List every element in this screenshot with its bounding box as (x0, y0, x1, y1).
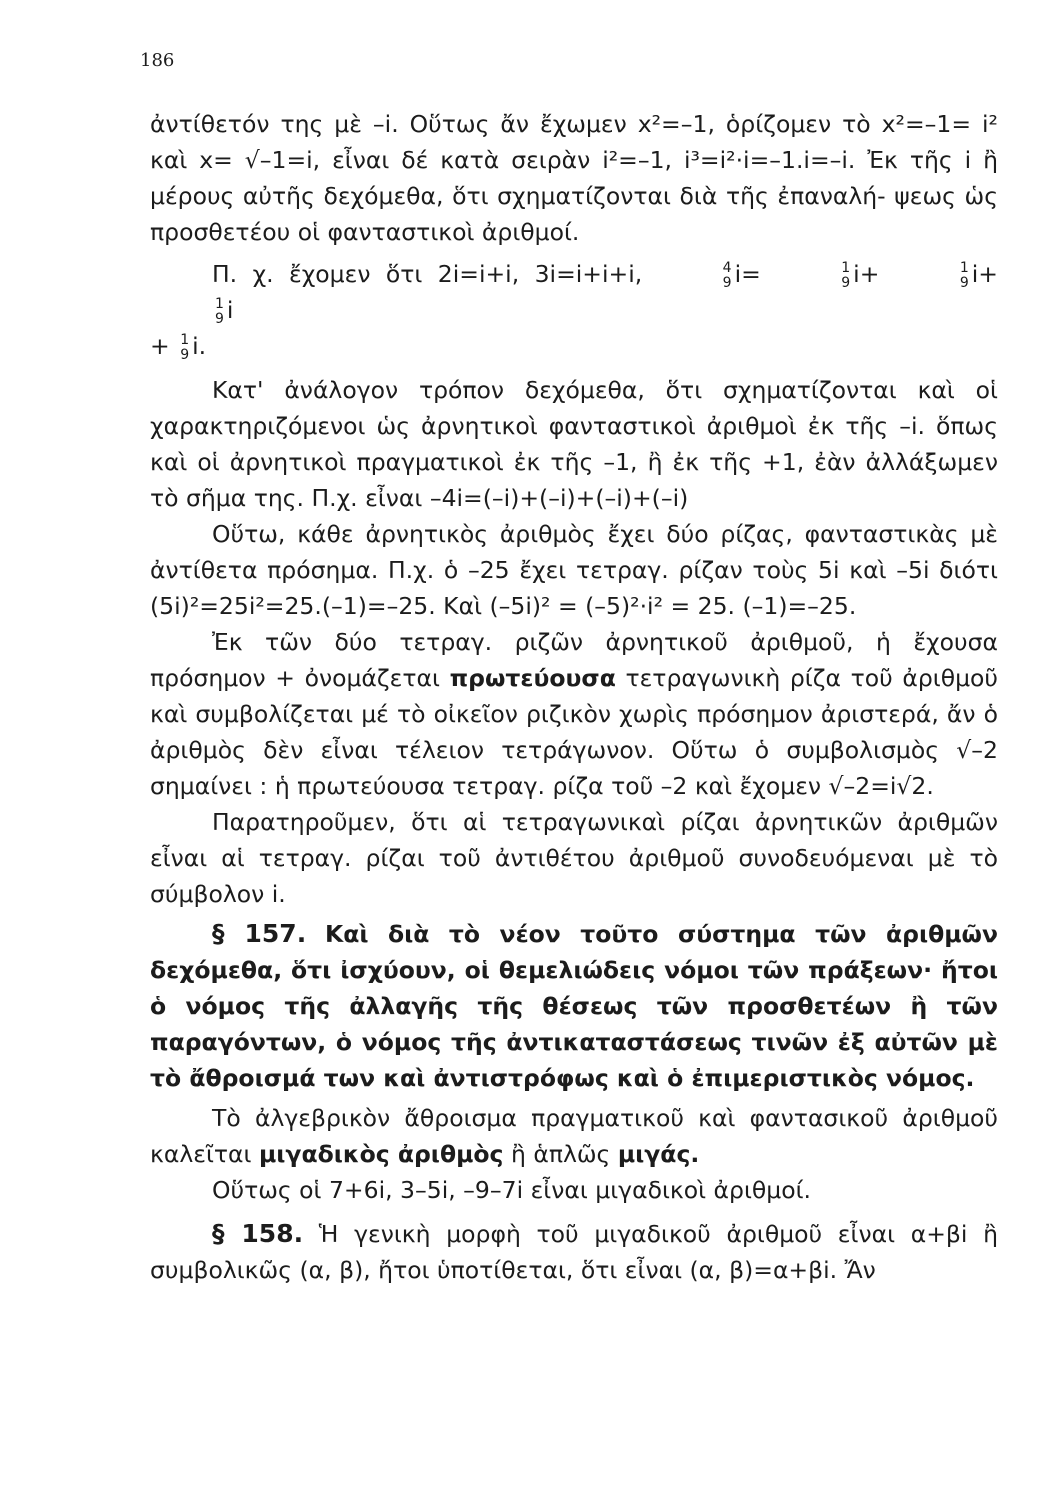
sqrt-identity: √–2=i√2. (828, 772, 934, 800)
example-term: i+ (853, 260, 880, 288)
example-term: i+ (971, 260, 998, 288)
paragraph-section-157 (150, 916, 998, 1096)
line-2: i² καὶ x= √–1=i, εἶναι δέ κατὰ σειρὰν i²=–1, i³=i²·i=–1.i=–i. Ἐκ (150, 110, 998, 174)
example-plus: + (150, 332, 170, 360)
principal-text-2: τετραγωνικὴ ρίζα τοῦ ἀριθμοῦ καὶ συμβολίζεται μέ τὸ οἰκεῖον ριζικὸν χωρὶς πρόσημον ἀριστερά, ἄν ὁ ἀριθμὸς δὲν εἶναι τέλειον τετράγωνον. Οὕτω ὁ συμβολισμὸς (150, 664, 998, 764)
sqrt-minus-two: √–2 (956, 736, 998, 764)
example-term: i. (192, 332, 207, 360)
principal-text-1: Ἐκ τῶν δύο τετραγ. ριζῶν ἀρνητικοῦ ἀριθμοῦ, ἡ ἔχουσα πρόσημον + ὀνομάζεται (150, 628, 998, 692)
fraction-denominator: 9 (722, 274, 732, 291)
section-157-number: § 157. (212, 919, 307, 948)
paragraph-principal-root (150, 624, 998, 804)
fraction-denominator: 9 (959, 274, 969, 291)
line-4: ψεως ὡς προσθετέου οἱ φανταστικοὶ ἀριθμοί. (150, 182, 998, 246)
paragraph-observation: Παρατηροῦμεν, ὅτι αἱ τετραγωνικαὶ ρίζαι ἀρνητικῶν ἀριθμῶν εἶναι αἱ τετραγ. ρίζαι τοῦ ἀντιθέτου ἀριθμοῦ συνοδευόμεναι μὲ τὸ σύμβολον i. (150, 808, 998, 908)
complex-text-2: ἢ ἁπλῶς (510, 1140, 611, 1168)
fraction-numerator: 1 (959, 259, 969, 276)
complex-text-1: Τὸ ἀλγεβρικὸν ἄθροισμα πραγματικοῦ καὶ φαντασικοῦ ἀριθμοῦ καλεῖται (150, 1104, 998, 1168)
paragraph-two-roots: Οὕτω, κάθε ἀρνητικὸς ἀριθμὸς ἔχει δύο ρίζας, φανταστικὰς μὲ ἀντίθετα πρόσημα. Π.χ. ὁ –25 ἔχει τετραγ. ρίζαν τοὺς 5i καὶ –5i διότι (5i)²=25i²=25.(–1)=–25. Καὶ (–5i)² = (–5)²·i² = 25. (–1)=–25. (150, 520, 998, 620)
paragraph-negative-imaginary: Κατ' ἀνάλογον τρόπον δεχόμεθα, ὅτι σχηματίζονται καὶ οἱ χαρακτηριζόμενοι ὡς ἀρνητικοὶ φανταστικοὶ ἀριθμοὶ ἐκ τῆς –i. ὅπως καὶ οἱ ἀρνητικοὶ πραγματικοὶ ἐκ τῆς –1, ἢ ἐκ τῆς +1, ἐὰν ἀλλάξωμεν τὸ σῆμα της. Π.χ. εἶναι –4i=(–i)+(–i)+(–i)+(–i) (150, 376, 998, 512)
fraction-numerator: 4 (722, 259, 732, 276)
paragraph-example (150, 256, 998, 328)
paragraph-complex-examples: Οὕτως οἱ 7+6i, 3–5i, –9–7i εἶναι μιγαδικοὶ ἀριθμοί. (212, 1176, 812, 1204)
fraction-1-9 (779, 261, 850, 291)
section-158-number: § 158. (212, 1219, 304, 1248)
paragraph-complex-definition (150, 1100, 998, 1172)
complex-term: μιγαδικὸς ἀριθμὸς (258, 1140, 504, 1168)
example-term: i (226, 296, 234, 324)
section-157-text: Καὶ διὰ τὸ νέον τοῦτο σύστημα τῶν ἀριθμῶν δεχόμεθα, ὅτι ἰσχύουν, οἱ θεμελιώδεις νόμοι τῶν πράξεων· ἤτοι ὁ νόμος τῆς ἀλλαγῆς τῆς θέσεως τῶν προσθετέων ἢ τῶν παραγόντων, ὁ νόμος τῆς ἀντικαταστάσεως τινῶν ἐξ αὐτῶν μὲ τὸ ἄθροισμά των καὶ ἀντιστρόφως καὶ ὁ ἐπιμεριστικὸς νόμος. (150, 920, 998, 1092)
paragraph-example-cont (150, 328, 998, 364)
fraction-numerator: 1 (180, 331, 190, 348)
paragraph-intro (150, 106, 998, 250)
paragraph-section-158 (150, 1216, 998, 1288)
body-text (150, 106, 998, 1288)
example-term: i= (734, 260, 761, 288)
line-1: ἀντίθετόν της μὲ –i. Οὕτως ἄν ἔχωμεν x²=–1, ὁρίζομεν τὸ x²=–1= (150, 110, 972, 138)
principal-text-3: σημαίνει : ἡ πρωτεύουσα τετραγ. ρίζα τοῦ –2 καὶ ἔχομεν (150, 772, 822, 800)
example-text: Π. χ. ἔχομεν ὅτι 2i=i+i, 3i=i+i+i, (212, 260, 643, 288)
section-158-text: Ἡ γενικὴ μορφὴ τοῦ μιγαδικοῦ ἀριθμοῦ εἶναι α+βi ἢ συμβολικῶς (α, β), ἤτοι ὑποτίθεται, ὅτι εἶναι (α, β)=α+βi. Ἄν (150, 1220, 998, 1284)
fraction-denominator: 9 (180, 346, 190, 363)
line-3: τῆς i ἢ μέρους αὐτῆς δεχόμεθα, ὅτι σχηματίζονται διὰ τῆς ἐπαναλή- (150, 146, 999, 210)
fraction-1-9 (180, 333, 189, 363)
page-number: 186 (140, 50, 175, 71)
fraction-numerator: 1 (215, 295, 224, 312)
fraction-denominator: 9 (215, 310, 224, 327)
fraction-1-9 (153, 297, 224, 327)
fraction-4-9 (661, 261, 732, 291)
principal-term: πρωτεύουσα (449, 664, 616, 692)
complex-term-short: μιγάς. (617, 1140, 700, 1168)
fraction-numerator: 1 (841, 259, 851, 276)
fraction-1-9 (898, 261, 969, 291)
fraction-denominator: 9 (841, 274, 851, 291)
